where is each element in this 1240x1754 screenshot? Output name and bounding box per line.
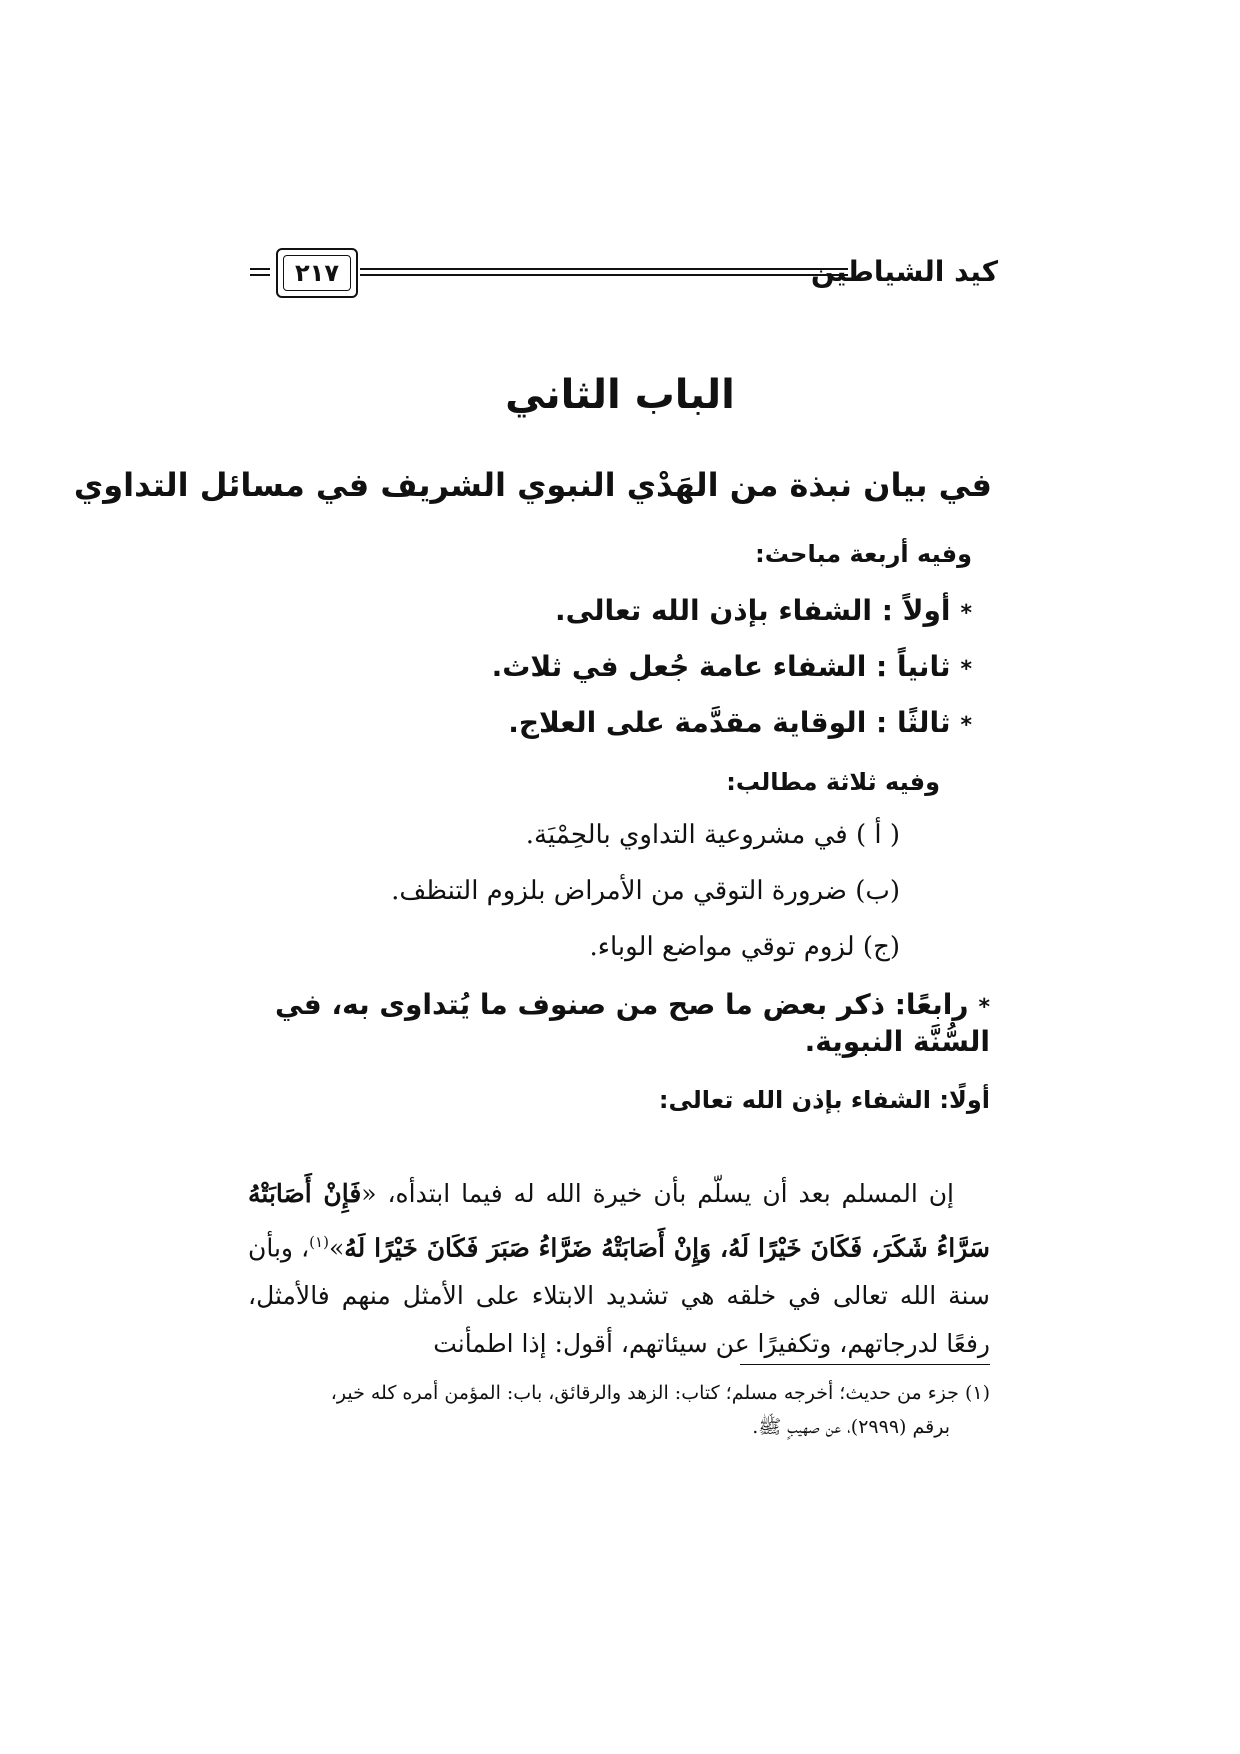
chapter-subtitle: في بيان نبذة من الهَدْي النبوي الشريف في مسائل التداوي bbox=[73, 466, 992, 504]
footnote-marker: (١) bbox=[964, 1382, 990, 1404]
subsection-item-b: (ب) ضرورة التوقي من الأمراض بلزوم التنظف. bbox=[391, 876, 900, 906]
topic-text: ثالثًا : الوقاية مقدَّمة على العلاج. bbox=[508, 706, 951, 739]
topic-text: رابعًا: ذكر بعض ما صح من صنوف ما يُتداوى به، في السُّنَّة النبوية. bbox=[275, 988, 990, 1058]
topics-intro: وفيه أربعة مباحث: bbox=[755, 540, 972, 568]
bullet-star-icon: * bbox=[960, 601, 972, 626]
hadith-quote: فَإِنْ أَصَابَتْهُ سَرَّاءُ شَكَرَ، فَكَانَ خَيْرًا لَهُ، وَإِنْ أَصَابَتْهُ ضَرَّاءُ صَبَرَ فَكَانَ خَيْرًا لَهُ bbox=[248, 1179, 990, 1263]
topic-text: أولاً : الشفاء بإذن الله تعالى. bbox=[554, 594, 951, 627]
section-heading: أولًا: الشفاء بإذن الله تعالى: bbox=[658, 1086, 990, 1114]
footnote-line-1: جزء من حديث؛ أخرجه مسلم؛ كتاب: الزهد والرقائق، باب: المؤمن أمره كله خير، bbox=[330, 1382, 959, 1404]
bullet-star-icon: * bbox=[978, 995, 990, 1020]
topic-item-3 bbox=[508, 706, 972, 739]
chapter-title: الباب الثاني bbox=[505, 372, 735, 418]
bullet-star-icon: * bbox=[960, 657, 972, 682]
subsection-item-c: (ج) لزوم توقي مواضع الوباء. bbox=[589, 932, 900, 962]
header-rule-left bbox=[250, 268, 270, 276]
footnote bbox=[250, 1376, 990, 1444]
footnote-reference: (١) bbox=[309, 1233, 329, 1251]
header-rule bbox=[360, 268, 848, 276]
subsections-intro: وفيه ثلاثة مطالب: bbox=[726, 768, 940, 796]
paragraph-start: إن المسلم بعد أن يسلّم بأن خيرة الله له فيما ابتدأه، « bbox=[361, 1179, 955, 1208]
topic-item-1 bbox=[555, 594, 972, 627]
page-number-frame bbox=[276, 248, 358, 298]
running-title: كيد الشياطين bbox=[810, 255, 998, 288]
page-number: ٢١٧ bbox=[295, 259, 339, 287]
quote-close: » bbox=[328, 1233, 345, 1263]
footnote-divider bbox=[740, 1364, 990, 1365]
page-header bbox=[250, 248, 998, 296]
subsection-item-a: ( أ ) في مشروعية التداوي بالحِمْيَة. bbox=[525, 820, 900, 850]
bullet-star-icon: * bbox=[960, 713, 972, 738]
paragraph-end: ، وبأن سنة الله تعالى في خلقه هي تشديد الابتلاء على الأمثل منهم فالأمثل، رفعًا لدرجاتهم، وتكفيرًا عن سيئاتهم، أقول: إذا اطمأنت bbox=[248, 1233, 990, 1359]
topic-text: ثانياً : الشفاء عامة جُعل في ثلاث. bbox=[491, 650, 951, 683]
topic-item-2 bbox=[492, 650, 972, 683]
footnote-line-2: برقم (٢٩٩٩)، عن صهيبٍ ﷺ. bbox=[752, 1416, 950, 1438]
topic-item-4 bbox=[248, 988, 990, 1059]
body-paragraph bbox=[248, 1170, 990, 1368]
